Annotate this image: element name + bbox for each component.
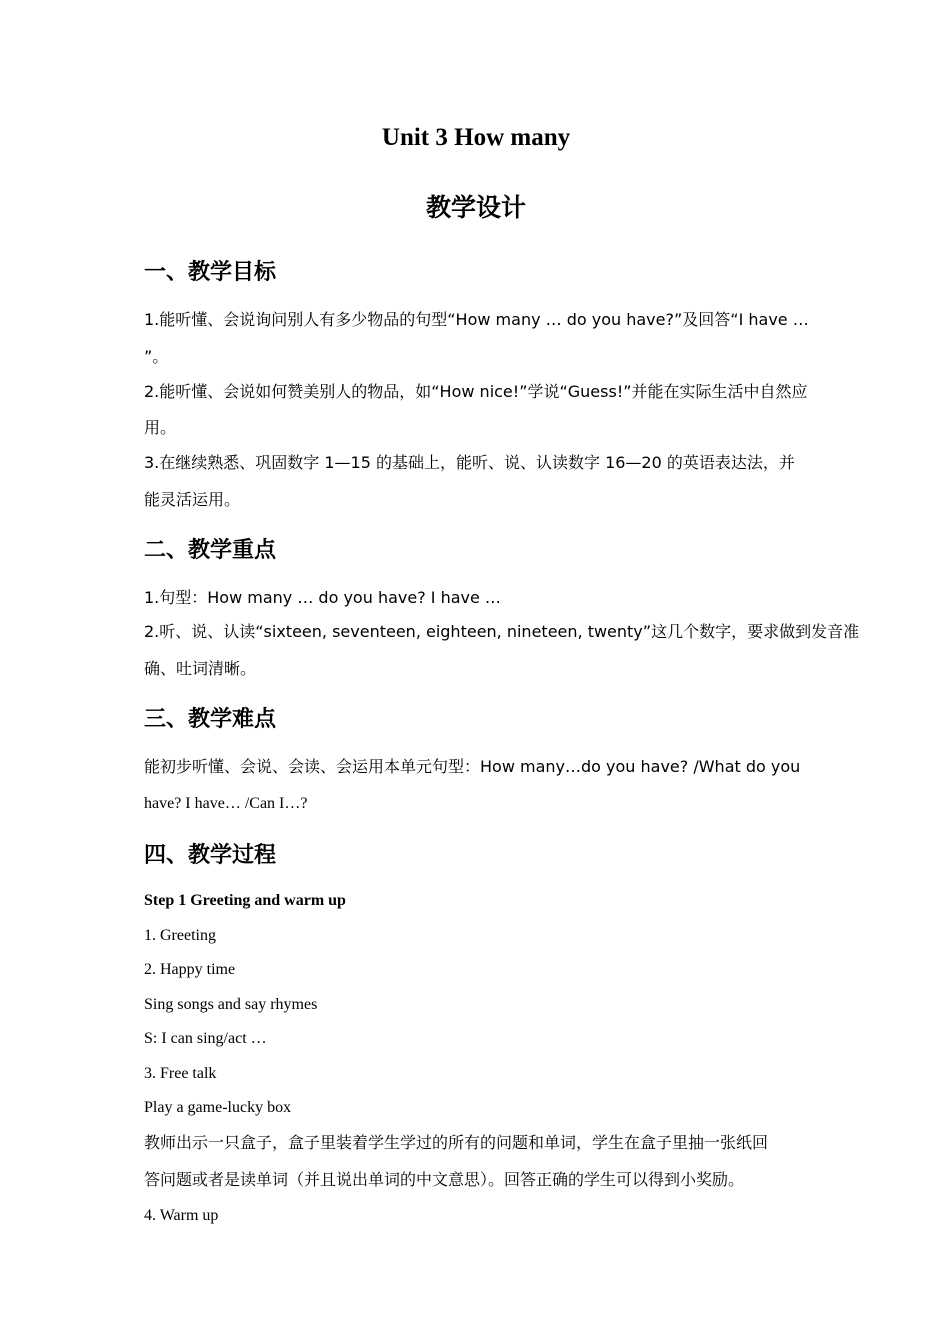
- process-line-6: Play a game-lucky box: [144, 1099, 292, 1116]
- objective-line-5: 3.在继续熟悉、巩固数字 1—15 的基础上，能听、说、认读数字 16—20 的英语表达法，并: [144, 453, 795, 472]
- key-point-line-3: 确、吐词清晰。: [144, 659, 257, 678]
- process-line-5: 3. Free talk: [144, 1065, 217, 1082]
- difficulty-line-2: have? I have… /Can I…?: [144, 795, 308, 812]
- section-heading-process: 四、教学过程: [144, 843, 277, 868]
- key-point-line-2: 2.听、说、认读“sixteen, seventeen, eighteen, nineteen, twenty”这几个数字，要求做到发音准: [144, 622, 860, 641]
- process-line-8: 答问题或者是读单词（并且说出单词的中文意思）。回答正确的学生可以得到小奖励。: [144, 1170, 745, 1189]
- process-line-1: 1. Greeting: [144, 927, 216, 944]
- objective-line-3: 2.能听懂、会说如何赞美别人的物品，如“How nice!”学说“Guess!”并能在实际生活中自然应: [144, 382, 808, 401]
- document-title: Unit 3 How many: [381, 124, 571, 151]
- objective-line-2: ”。: [144, 347, 169, 366]
- objective-line-1: 1.能听懂、会说询问别人有多少物品的句型“How many … do you have?”及回答“I have …: [144, 310, 809, 329]
- section-heading-objectives: 一、教学目标: [144, 260, 277, 285]
- document-subtitle: 教学设计: [425, 193, 526, 222]
- process-line-9: 4. Warm up: [144, 1207, 219, 1224]
- step-1-heading: Step 1 Greeting and warm up: [144, 892, 346, 909]
- process-line-7: 教师出示一只盒子，盒子里装着学生学过的所有的问题和单词，学生在盒子里抽一张纸回: [144, 1133, 769, 1152]
- section-heading-key-points: 二、教学重点: [144, 538, 277, 563]
- process-line-3: Sing songs and say rhymes: [144, 996, 318, 1013]
- objective-line-4: 用。: [144, 418, 177, 437]
- key-point-line-1: 1.句型：How many … do you have? I have …: [144, 588, 501, 607]
- section-heading-difficulties: 三、教学难点: [144, 707, 277, 732]
- process-line-2: 2. Happy time: [144, 961, 236, 978]
- objective-line-6: 能灵活运用。: [144, 490, 241, 509]
- process-line-4: S: I can sing/act …: [144, 1030, 267, 1047]
- difficulty-line-1: 能初步听懂、会说、会读、会运用本单元句型：How many…do you have? /What do you: [144, 757, 801, 776]
